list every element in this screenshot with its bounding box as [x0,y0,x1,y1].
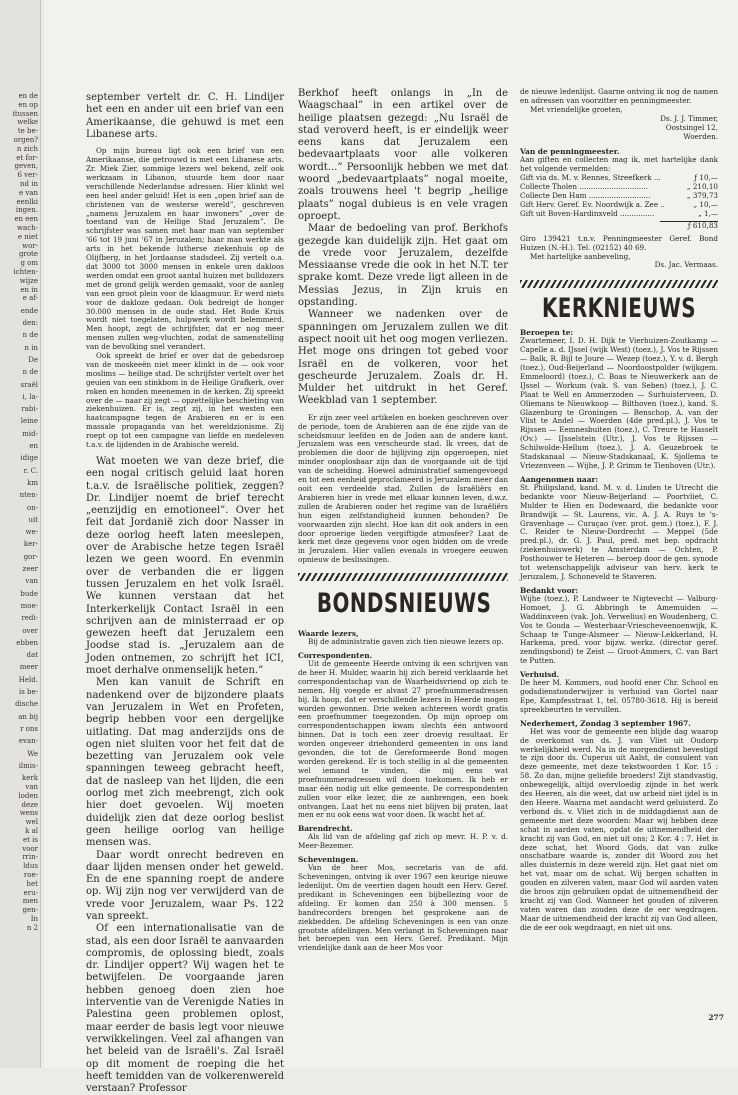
news-item-text: De heer M. Kommers, oud hoofd ener Chr. School en godsdienstonderwijzer is verhuisd van Gortel naar Epe, Kampfesstraat 1, tel. 05780-3618. Hij is bereid spreekbeurten te vervullen. [520,678,718,714]
article-paragraph: Men kan vanuit de Schrift en nadenkend over de bijzondere plaats van Jeruzalem in Wet en Profeten, begrip hebben voor een dergelijke uitlating. Dat mag anderzijds ons de ogen niet sluiten voor het feit dat de bezetting van Jeruzalem ook vele spanningen teweeg gebracht heeft, dat de nasleep van het lijden, die een oorlog met zich meebrengt, zich ook hier doet gevoelen. Wij moeten duidelijk zien dat deze oorlog beslist geen heilige oorlog van heilige mensen was. [86,677,284,849]
news-item-text: Het was voor de gemeente een blijde dag waarop de overkomst van ds. J. van Vliet uit Oudorp werkelijkheid werd. Na in de morgendienst bevestigd te zijn door ds. Cuperus uit Aalst, de consulent van deze gemeente, met deze tekstwoorden 1 Kor. 15 : 58. Zo dan, mijne geliefde broeders! Zijt standvastig, onbewegelijk, altijd overvloedig zijnde in het werk des Heeren, als die weet, dat uw arbeid niet ijdel is in den Heere. Waarna met aandacht werd geluisterd. Zo verbond ds. v. Vliet zich in de middagdienst aan de gemeente met deze woorden: Maar wij hebben deze schat in aarden vaten, opdat de uitnemendheid der kracht zij van God, en niet uit ons; 2 Kor. 4 : 7. Het is deze schat, het Woord Gods, dat van zulke onschatbare waarde is, zonder dit Woord zou het alles duisternis in deze wereld zijn. Het gaat niet om het vat, maar om de schat. Wij bergen schatten in gouden en zilveren vaten, maar God wil aarden vaten die broos zijn gebruiken opdat de uitnemendheid der kracht zij van God. Wanneer het gouden of zilveren vaten waren dan zouden deze de eer wegdragen. Maar de uitnemendheid der kracht zij van God alleen, die de eer ook wegdraagt, en niet uit ons. [520,726,718,932]
previous-page-fragment: het [26,879,38,888]
previous-page-edge [0,0,41,1068]
previous-page-fragment: ldus [23,862,38,871]
news-item-text: St. Philipsland, kand. M. v. d. Linden te Utrecht die bedankte voor Nieuw-Beijerland — Poortvliet, C. Mulder te Hien en Dodewaard, die bedankte voor Brandwijk — St. Laurens, vic. A. J. A. Ruys te 's-Gravenhage — Curaçao (ver. prot. gem.) (toez.), F. J. C. Reider te Nieuw-Dordrecht — Meppel (5de pred.pl.), dr. G. J. Paul, pred. met bep. opdracht (ziekenhuiswerk) te Amsterdam — Ochten, P. Posthouwer te Heteren — beroep door de gen. synode tot wetenschappelijk adviseur van herv. kerk te Jeruzalem, J. Schoneveld te Staveren. [520,482,718,581]
previous-page-fragment: ilmis- [18,761,38,770]
treasurer-title: Van de penningmeester. [520,147,620,157]
column-middle [298,88,508,953]
previous-page-fragment: redi- [21,614,38,623]
previous-page-fragment: nten- [19,491,38,500]
previous-page-fragment: ende [20,306,38,315]
address-line: Woerden. [683,131,718,141]
previous-page-fragment: grote [19,250,38,259]
previous-page-fragment: n de [22,368,38,377]
donation-list [520,174,718,219]
previous-page-fragment: van [25,577,38,586]
previous-page-fragment: e af- [22,294,38,303]
previous-page-fragment: en op [18,100,38,109]
previous-page-fragment: e van [18,188,38,197]
article-paragraph: Daar wordt onrecht bedreven en daar lijden mensen onder het geweld. En de ene spanning roept de andere op. Wij zijn nog ver verwijderd van de vrede voor Jeruzalem, waar Ps. 122 van spreekt. [86,849,284,922]
previous-page-fragment: r ons [20,724,38,733]
previous-page-fragment: on- [26,503,38,512]
letter-paragraph-2: Ook spreekt de brief er over dat de gebedsroep van de moskeeën niet meer klinkt in de — ook voor moslims — heilige stad. De schrijfster vertelt over het geuien van een stinkbom in de Heilige Grafkerk, over roken en honden meenemen in de kerken. Zij spreekt over de — naar zij zegt — opzettelijke beschieting van ziekenhuizen. Er is, zegt zij, in het westen een haatcampagne tegen de Arabieren en er is een massale propaganda van het wereldzionisme. Zij roept op tot een campagne van liefde en medeleven t.a.v. de lijdenden in de Arabische wereld. [86,351,284,450]
previous-page-fragment: et for- [16,153,38,162]
address-line: Ds. J. J. Timmer, [660,113,718,123]
previous-page-fragment: is be- [18,688,38,696]
news-item-text: Zwartemeer, I. D. H. Dijk te Vierhuizen-Zoutkamp — Capelle a. d. IJssel (wijk West) (toez.), J. Vos te Rijssen — Balk, R. Bijl te Joure — Wezep (toez.), Y. v. d. Bergh (toez.), Oud-Beijerland — Noordoostpolder (wijkgem. Emmeloord) (toez.), C. Boas te Nieuwerkerk aan de IJssel — Workum (vak. S. van Seben) (toez.), J. C. Plaat te Well en Ammerzoden — Surhuisterveen, D. Oliemans te Nieuwkoop — Bilthoven (toez.), kand. S. Glazenburg te Groningen — Benschop, A. van der Vlist te Andel — Woerden (4de pred.pl.), J. Vos te Rijssen — Eemnesbuiten (toez.), C. Treure te Hasselt (Ov.) — IJsselstein (Utr.), J. Vos te Rijssen — Schilwolde-Hellum (toez.), J. A. Geuzebroek te Stadskanaal — Nieuw-Stadskanaal, K. Sjollema te Vriezenveen — Wijhe, J. P. Grimm te Tienhoven (Utr.). [520,336,718,470]
previous-page-fragment: moe- [20,601,38,610]
previous-page-fragment: ichten- [13,268,38,276]
address-line: Oostsingel 12, [665,122,718,132]
previous-page-fragment: Held. [18,675,38,684]
previous-page-fragment: n 2 [26,923,38,932]
news-item-title: Correspondenten. [298,651,373,661]
previous-page-fragment: dat [26,651,38,660]
previous-page-fragment: nd in [20,180,38,188]
previous-page-fragment: 6 ver- [17,171,38,180]
previous-page-fragment: wor- [22,241,38,250]
previous-page-fragment: km [27,478,38,487]
donation-row: Gift Herv. Geref. Ev. Noordwijk a. Zee .. „ 10,— [520,199,718,209]
news-item-text: Bij de administratie gaven zich tien nieuwe lezers op. [308,637,504,647]
previous-page-fragment: itussen [12,109,38,118]
previous-page-fragment: e niet [17,232,38,241]
previous-page-fragment: n zich [16,144,38,153]
previous-page-fragment: deze [21,800,38,809]
donation-row: Gift uit Boven-Hardinxveld ............... „ 1,— [520,208,718,218]
letter-paragraph-1: Op mijn bureau ligt ook een brief van een Amerikaanse, die getrouwd is met een Libanese arts. Zr. Miek Zier, sommige lezers wel bekend, zelf ook werkzaam in Libanon, stuurde hem door naar verschillende Nederlandse adressen. Hier klinkt wel een heel ander geluid! Het is een „open brief aan de christenen van de westerse wereld”, geschreven „namens Jeruzalem en haar inwoners” „over de toestand van de Heilige Stad Jeruzalem”. De schrijfster was samen met haar man van september '66 tot 19 juni '67 in Jeruzalem; haar man werkte als arts in het bekende lutherse ziekenhuis op de Olijfberg, in het Jordaanse stadsdeel. Zij vertelt o.a. dat 3000 tot 3000 mensen in enkele uren dakloos werden omdat een groot aantal huizen met bulldozers met de grond gelijk werden gemaakt, voor de aanleg van een groot plein voor de klaagmuur. Er werd niets voor de dakloze gedaan. Ook bedreigt de honger 30.000 mensen in de oude stad. Het Rode Kruis wordt niet toegelaten, hulpwerk wordt belemmerd. Men hoopt, zegt de schrijfster, dat er nog meer mensen zullen weg-vluchten, zodat de samenstelling van de bevolking snel verandert. [86,146,284,352]
previous-page-fragment: dische [15,700,38,709]
closing-paragraph: de nieuwe ledenlijst. Gaarne ontving ik nog de namen en adressen van voorzitter en penningmeester. [520,87,718,105]
news-item-title: Nederhemert, Zondag 3 september 1967. [520,718,691,728]
news-item-title: Aangenomen naar: [520,474,599,484]
news-item-text: Wijhe (toez.), P. Landweer te Nigtevecht — Valburg-Homoet, J. G. Abbringh te Amemuiden — Waddinxveen (vak. Joh. Verwelius) en Woudenberg, C. Vos te Gouda — Westerbaar-Vriescheveenoenwijk, K. Schaap te Tunge-Alsmeer — Nieuw-Lekkerland, H. Harkema, pred. voor bijzw. werkz. (director geref. zendingsbond) te Zeist — Groot-Ammers, C. van Bart te Putten. [520,593,718,666]
previous-page-fragment: r. C. [23,466,38,475]
article-paragraph: Of een internationalisatie van de stad, als een door Israël te aanvaarden compromis, de oplossing biedt, zoals dr. Lindijer oppert? Wij wagen het te betwijfelen. De voorgaande jaren hebben genoeg doen zien hoe interventie van de Verenigde Naties in Palestina geen problemen oplost, maar eerder de basis legt voor nieuwe verwikkelingen. Veel zal afhangen van het beleid van de Israëli's. Zal Israël op dit moment de roeping die het heeft temidden van de volkerenwereld verstaan? Professor [86,923,284,1095]
previous-page-fragment: over [22,626,38,635]
previous-page-fragment: an bij [18,712,38,721]
quoted-passage: Er zijn zeer veel artikelen en boeken geschreven over de periode, toen de Arabieren aan de éne zijde van de scheidsmuur leefden en de Joden aan de andere kant. Jeruzalem was een verscheurde stad. Ik vrees, dat de problemen die door de bijlijving zijn opgeroepen, niet minder onoplosbaar zijn dan de voorgaande uit de tijd van de scheiding. Hoewel administratief samengevoegd en tot een eenheid geproclameerd is Jeruzalem meer dan ooit een verdeelde stad. Zullen de Israëliërs en Arabieren hier in vrede met elkaar kunnen leven, d.w.z. zullen de Arabieren onder het regime van de Israëliërs hun eigen zelfstandigheid kunnen behouden? De voorwaarden zijn slecht. Hoe kan dit ook anders in een door oproerige lieden vergiftigde atmosfeer? Laat de kerk met deze gegevens voor ogen bidden om de vrede in Jeruzalem. Hier vallen evenals in vroegere eeuwen opnieuw de beslissingen. [298,412,508,565]
previous-page-fragment: men [22,897,38,906]
page-number: 277 [708,1013,724,1022]
section-divider [520,280,718,288]
previous-page-fragment: ker- [23,540,38,549]
article-intro: september vertelt dr. C. H. Lindijer het een en ander uit een brief van een Amerikaanse, die gehuwd is met een Libanese arts. [86,92,284,140]
previous-page-fragment: geven, [14,162,38,171]
previous-page-fragment: uit [28,515,38,524]
news-item-text: Uit de gemeente Heerde ontving ik een schrijven van de heer H. Mulder, waarin hij zich bereid verklaarde het correspondentschap van de Waarheidsvriend op zich te nemen. Hij voegde er alvast 27 proefnummeradressen bij. Ik hoop, dat er verschillende lezers in Heerde mogen worden gewonnen. Drie weken achtereen wordt gratis een proefnummer toegezonden. Op mijn oproep om correspondentschappen kwam slechts één antwoord binnen. Dat is toch een zeer droevig resultaat. Er worden ongeveer driehonderd gemeenten in ons land gevonden, die tot de Gereformeerde Bond mogen worden gerekend. Er is toch stellig in al die gemeenten wel iemand te vinden, die mij eens wat proefnummeradressen wil doen toekomen. Ik heb er maar één nodig uit elke gemeente. De correspondenten zullen voor elke lezer, die ze aanbrengen, een boek ontvangen. Laat het nu eens niet blijven bij praten, laat men er nu ook eens wat voor doen. Ik wacht het af. [298,659,508,820]
news-item-text: Als lid van de afdeling gaf zich op mevr. H. P. v. d. Meer-Bezemer. [298,832,508,851]
news-item-title: Barendrecht. [298,824,353,834]
donation-row: Collecte Den Ham ........................... „ 379,73 [520,191,718,201]
previous-page-fragment: en in [20,285,38,294]
article-paragraph: Wanneer we nadenken over de spanningen om Jeruzalem zullen we dit aspect nooit uit het oog mogen verliezen. Het moge ons dringen tot gebed voor Israël en de volkeren, voor het gescheurde Jeruzalem. Zoals dr. H. Mulder het uitdrukt in het Geref. Weekblad van 1 september. [298,309,509,407]
previous-page-fragment: den: [22,319,38,327]
previous-page-fragment: orgen? [13,136,38,144]
giro-info: Giro 139421 t.n.v. Penningmeester Geref. Bond Huizen (N.-H.). Tel. (02152) 40 69. [520,233,718,252]
news-item-title: Bedankt voor: [520,585,579,595]
article-paragraph: Wat moeten we van deze brief, die een nogal critisch geluid laat horen t.a.v. de Israëlische politiek, zeggen? Dr. Lindijer noemt de brief terecht „eenzijdig en emotioneel”. Over het feit dat Jordanië zich door Nasser in deze oorlog heeft laten meeslepen, over de Arabische hetze tegen Israël lezen we geen woord. En evenmin over de verbanden die er liggen tussen Jeruzalem en het volk Israël. We kunnen verstaan dat het Interkerkelijk Contact Israël in een schrijven aan de ministerraad er op gewezen heeft dat Jeruzalem een Joodse stad is. „Jeruzalem aan de Joden ontnemen, zo schrijft het ICI, moet derhalve onmenselijk heten.” [86,456,284,677]
kerknieuws-body [520,328,718,932]
previous-page-fragment: zeer [22,565,38,573]
news-item-title: Scheveningen. [298,855,359,865]
previous-page-fragment: roe- [23,870,38,879]
news-item-title: Waarde lezers, [298,629,359,639]
previous-page-fragment: wach- [17,224,38,232]
section-heading-bondsnieuws: BONDSNIEUWS [316,588,492,620]
previous-page-fragment: en de [18,92,38,100]
previous-page-fragment: loden [18,791,38,800]
previous-page-fragment: We [27,749,38,758]
previous-page-fragment: we- [25,528,38,537]
article-paragraph: Maar de bedoeling van prof. Berkhofs gezegde kan duidelijk zijn. Het gaat om de vrede voor Jeruzalem, dezelfde Messiaanse vrede die ook in het N.T. ter sprake komt. Deze vrede ligt alleen in de Messias Jezus, in Zijn kruis en opstanding. [298,223,508,309]
previous-page-fragment: welke [17,118,38,127]
previous-page-fragment: eru- [23,888,38,897]
previous-page-fragment: De [28,355,38,364]
previous-page-fragment: leine [20,417,38,426]
previous-page-fragment: n de [22,331,38,340]
bondsnieuws-body [298,629,508,953]
previous-page-fragment: mid- [22,429,38,438]
previous-page-fragment: kerk [22,774,38,783]
previous-page-fragment: idige [20,454,38,463]
previous-page-fragment: k al [25,826,38,835]
magazine-page [44,0,738,1095]
donation-row: Gift via ds. M. v. Rennes, Streefkerk ... ƒ 10,— [520,173,718,183]
previous-page-fragment: g om [20,259,38,268]
previous-page-fragment: wel [25,818,38,827]
previous-page-fragment: et is [22,835,38,844]
news-item-text: Van de heer Mos, secretaris van de afd. Scheveningen, ontving ik over 1967 een keurige nieuwe ledenlijst. Om de veertien dagen houdt een Herv. Geref. predikant in Scheveningen een bijbellezing voor de afdeling. Er komen dan 250 à 300 mensen. 5 bandrecorders brengen het gesprokene aan de ziekbedden. De afdeling Scheveningen is een van onze grootste afdelingen. Men verlangt in Scheveningen naar het beroepen van een Herv. Geref. Predikant. Mijn vriendelijke dank aan de heer Mos voor [298,863,508,953]
section-divider [298,573,508,581]
previous-page-fragment: rabi- [21,405,38,414]
previous-page-fragment: evan- [18,737,38,746]
previous-page-fragment: wens [19,809,38,818]
thanks-line: Met hartelijke aanbeveling, [530,251,631,261]
previous-page-fragment: eenlki [16,197,38,206]
previous-page-fragment: i, la- [22,392,38,401]
news-item-title: Beroepen te: [520,328,574,338]
previous-page-fragment: en [29,442,38,450]
section-heading-kerknieuws: KERKNIEUWS [541,293,697,325]
previous-page-fragment: te be- [17,127,38,136]
previous-page-fragment: wijze [19,276,38,285]
previous-page-fragment: gen- [22,906,38,915]
previous-page-fragment: ebben [16,638,38,647]
previous-page-fragment: sraël [20,380,38,389]
column-left [86,92,284,1095]
previous-page-fragment: van [25,782,38,791]
previous-page-fragment: ingen. [15,206,38,215]
donation-row: Collecte Tholen .............................. „ 210,10 [520,182,718,192]
article-paragraph: Berkhof heeft onlangs in „In de Waagschaal” in een artikel over de heilige plaatsen gezegd: „Nu Israël de stad veroverd heeft, is er eindelijk weer eens kans dat Jeruzalem een bedevaartplaats voor alle volkeren wordt...” Persoonlijk hebben we met dat woord „bedevaartplaats” nogal moeite, zoals trouwens heel 't begrip „heilige plaats” nogal dubieus is en vele vragen oproept. [298,88,508,222]
greeting: Met vriendelijke groeten, [530,104,623,114]
news-item-title: Verhuisd. [520,670,560,680]
previous-page-fragment: bude [20,589,38,598]
previous-page-fragment: In [30,914,38,923]
previous-page-fragment: voor [22,844,38,853]
treasurer-intro: Aan giften en collecten mag ik, met hartelijke dank het volgende vermelden: [520,155,718,174]
treasurer-signature: Ds. Jac. Vermaas. [654,260,718,270]
previous-page-fragment: meer [19,663,38,672]
previous-page-fragment: en een [14,215,38,224]
column-right [520,88,718,933]
previous-page-fragment: rrin- [22,853,38,862]
previous-page-fragment: gor- [23,552,38,561]
donation-total: ƒ 610,83 [660,221,718,231]
previous-page-fragment: n in [24,343,38,352]
